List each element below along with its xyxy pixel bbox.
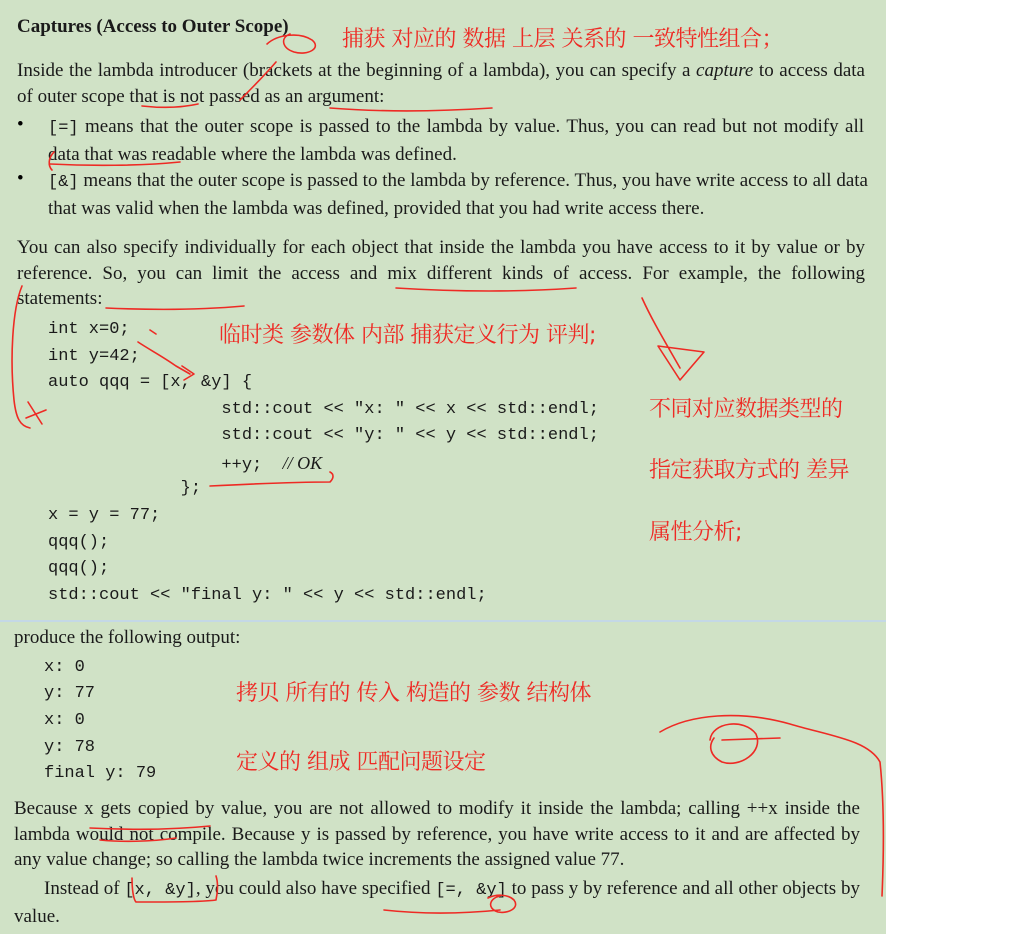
code-line: std::cout << "y: " << y << std::endl; xyxy=(48,426,599,445)
ink-small-stroke xyxy=(150,330,156,334)
annotation-note: 临时类 参数体 内部 捕获定义行为 评判; xyxy=(219,323,596,348)
ink-box-xy xyxy=(132,876,218,902)
output-line: y: 77 xyxy=(44,684,96,703)
ink-loop-scope xyxy=(267,34,315,53)
ink-left-cross xyxy=(26,402,46,424)
code-line: std::cout << "x: " << x << std::endl; xyxy=(48,400,599,419)
code-comment: // OK xyxy=(282,453,323,473)
bullet-text: means that the outer scope is passed to the lambda by reference. Thus, you have write access to all data that was valid when the lambda was defined, provided that you had write access there. xyxy=(48,170,868,219)
ink-hook-modify xyxy=(49,152,54,170)
ink-underline-argument xyxy=(330,108,492,111)
code-line: auto qqq = [x, &y] { xyxy=(48,373,253,392)
code-line: x = y = 77; xyxy=(48,506,161,525)
annotation-note: 属性分析; xyxy=(649,520,742,545)
ink-underline-modify xyxy=(50,162,180,165)
ink-line-circle xyxy=(722,738,780,740)
alt-code: [x, &y] xyxy=(124,881,196,900)
code-text: ++y; xyxy=(48,456,283,475)
intro-text: Inside the lambda introducer (brackets at the beginning of a lambda), you can specify a xyxy=(17,60,697,81)
code-line: qqq(); xyxy=(48,533,110,552)
ink-scribble-eq xyxy=(488,895,516,912)
bullet-code: [&] xyxy=(48,173,79,192)
annotation-note: 指定获取方式的 差异 xyxy=(649,458,849,483)
ink-underline-access xyxy=(396,288,576,291)
code-line: std::cout << "final y: " << y << std::endl; xyxy=(48,586,487,605)
output-line: x: 0 xyxy=(44,658,85,677)
ink-underline-ok xyxy=(210,472,333,486)
code-line: qqq(); xyxy=(48,559,110,578)
alt-text: Instead of xyxy=(44,878,125,899)
explanation-paragraph: Because x gets copied by value, you are not allowed to modify it inside the lambda; calling ++x inside the lambda would not compile. Because y is passed by reference, you have write access to it and are affected by any value change; so calling the lambda twice increments the assigned value 77. xyxy=(14,798,860,870)
code-line: int y=42; xyxy=(48,347,140,366)
ink-loop-output xyxy=(660,716,883,896)
output-line: x: 0 xyxy=(44,711,85,730)
output-line: y: 78 xyxy=(44,738,96,757)
code-line: int x=0; xyxy=(48,320,130,339)
ink-underline-statements xyxy=(106,306,244,309)
annotation-note: 定义的 组成 匹配问题设定 xyxy=(236,750,486,775)
ink-arrow-capture xyxy=(138,342,194,380)
annotation-note: 捕获 对应的 数据 上层 关系的 一致特性组合； xyxy=(342,27,783,52)
individual-capture-paragraph: You can also specify individually for each object that inside the lambda you have access to it by value or by reference. So, you can limit the access and mix different kinds of access. For example, the following statements: xyxy=(17,237,865,309)
bullet-dot: • xyxy=(17,168,24,189)
section-heading: Captures (Access to Outer Scope) xyxy=(17,16,289,37)
capture-term: capture xyxy=(696,60,754,81)
code-line: }; xyxy=(48,479,202,498)
output-line: final y: 79 xyxy=(44,764,157,783)
annotation-note: 拷贝 所有的 传入 构造的 参数 结构体 xyxy=(236,681,591,706)
alt-code: [=, &y] xyxy=(435,881,507,900)
ink-underline-lambda xyxy=(100,838,176,841)
annotation-note: 不同对应数据类型的 xyxy=(649,397,843,422)
bullet-dot: • xyxy=(17,114,24,135)
produce-text: produce the following output: xyxy=(14,627,241,648)
alt-text: , you could also have specified xyxy=(195,878,436,899)
ink-triangle-note xyxy=(642,298,704,380)
ink-left-brace xyxy=(12,286,30,428)
bullet-text: means that the outer scope is passed to the lambda by value. Thus, you can read but not modify all data that was readable where the lambda was defined. xyxy=(48,116,864,165)
bullet-code: [=] xyxy=(48,119,79,138)
intro-text-end: to access data of outer scope that is not passed as an argument: xyxy=(17,60,865,107)
ink-underline-outer xyxy=(142,104,198,107)
ink-underline-specified xyxy=(384,910,500,913)
ink-underline-x-gets xyxy=(90,826,210,829)
ink-circle-output xyxy=(710,724,758,763)
ink-strike-introducer xyxy=(240,62,276,100)
alt-text: to pass y by reference and all other objects by value. xyxy=(14,878,860,927)
